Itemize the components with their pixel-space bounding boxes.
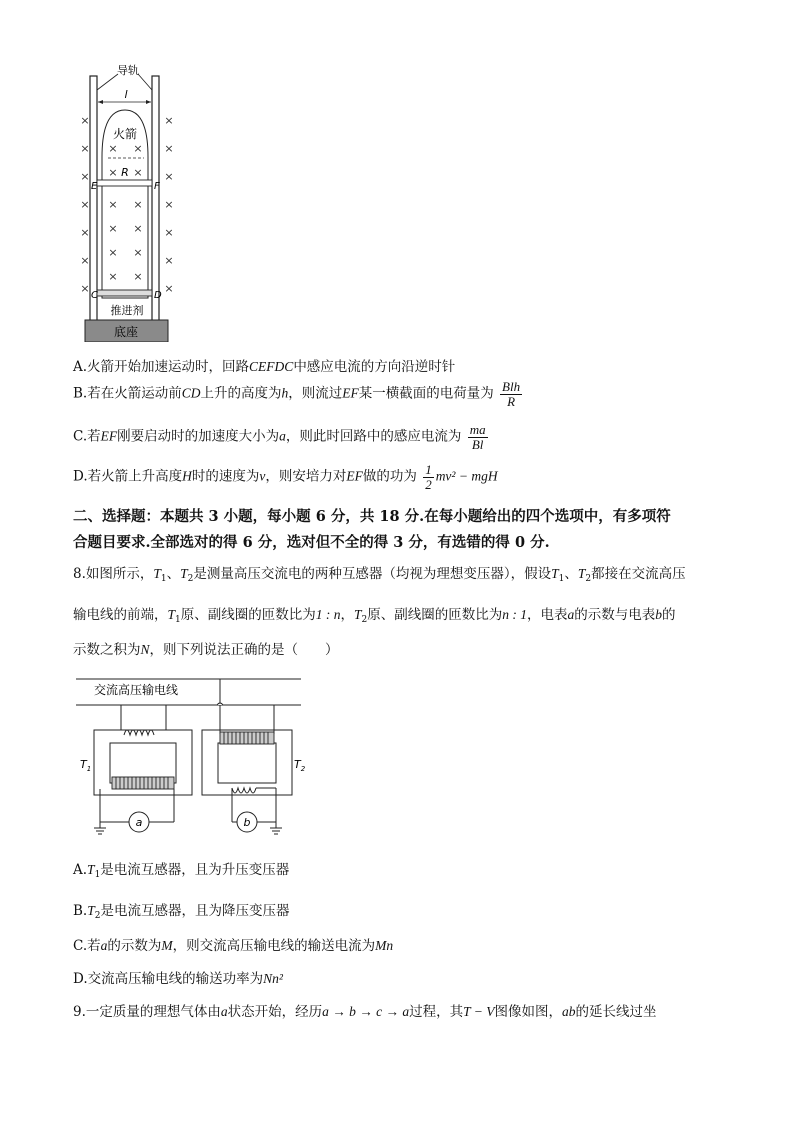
q8-option-c: C.若a的示数为M，则交流高压输电线的输送电流为Mn	[73, 938, 394, 954]
t1-secondary-coil	[112, 777, 174, 789]
svg-text:×: ×	[80, 114, 90, 127]
svg-text:×: ×	[133, 270, 143, 283]
fraction-blh-r: $\frac{\text{Blh}}{R}$	[502, 379, 521, 409]
svg-text:×: ×	[80, 254, 90, 267]
q7-option-a: A.火箭开始加速运动时，回路CEFDC中感应电流的方向沿逆时针	[73, 359, 456, 375]
q8-option-d: D.交流高压输电线的输送功率为Nn²	[73, 971, 283, 987]
svg-text:×: ×	[80, 226, 90, 239]
transformer-figure	[76, 670, 308, 840]
ground-icon	[270, 822, 282, 834]
c-label: C	[91, 290, 98, 301]
svg-text:×: ×	[80, 142, 90, 155]
rocket-label: 火箭	[112, 127, 138, 141]
svg-text:×: ×	[108, 222, 118, 235]
svg-text:×: ×	[108, 166, 118, 179]
section2-line2: 合题目要求.全部选对的得 6 分，选对但不全的得 3 分，有选错的得 0 分.	[73, 534, 550, 551]
d-label: D	[154, 290, 162, 301]
t1-label: $T_1$	[80, 758, 92, 773]
q8-stem-line2: 输电线的前端，$T_1$原、副线圈的匝数比为1 : n，$T_2$原、副线圈的匝数比为n : 1，电表a的示数与电表b的	[73, 607, 676, 625]
svg-text:×: ×	[164, 142, 174, 155]
svg-text:×: ×	[133, 142, 143, 155]
q9-stem-line1: 9.一定质量的理想气体由a状态开始，经历a → b → c → a过程，其T − V图像如图，ab的延长线过坐	[73, 1004, 657, 1020]
svg-text:×: ×	[80, 282, 90, 295]
svg-text:×: ×	[133, 246, 143, 259]
right-rail	[152, 76, 159, 322]
svg-text:×: ×	[164, 198, 174, 211]
meter-a-label: a	[135, 816, 143, 829]
t2-primary-coil	[220, 732, 274, 744]
q7-option-b: B.若在火箭运动前CD上升的高度为h，则流过EF某一横截面的电荷量为 $\frac{\text{Blh}}{R}$	[73, 379, 521, 409]
t2-secondary-coil	[232, 788, 256, 793]
left-rail	[90, 76, 97, 322]
ef-bar	[97, 180, 152, 186]
rail-label: 导轨	[117, 64, 139, 77]
fraction-ma-bl: $\frac{ma}{Bl}$	[469, 422, 486, 452]
q8-stem-line1: 8.如图所示，$T_1$、$T_2$是测量高压交流电的两种互感器（均视为理想变压器），假设$T_1$、$T_2$都接在交流高压	[73, 566, 686, 584]
e-label: E	[91, 181, 98, 192]
svg-text:×: ×	[164, 226, 174, 239]
svg-text:×: ×	[80, 170, 90, 183]
q7-option-d: D.若火箭上升高度H时的速度为v，则安培力对EF做的功为 $\frac{1}{2}$ mv² − mgH	[73, 462, 498, 492]
transformer-title: 交流高压输电线	[94, 683, 179, 697]
q8-option-b: $B.T_2$是电流互感器，且为降压变压器	[73, 903, 290, 921]
q7-option-c: C.若EF刚要启动时的加速度大小为a，则此时回路中的感应电流为 $\frac{ma}{Bl}$	[73, 422, 486, 452]
q8-option-a: $A.T_1$是电流互感器，且为升压变压器	[73, 862, 290, 880]
svg-text:×: ×	[164, 170, 174, 183]
svg-text:×: ×	[108, 198, 118, 211]
fraction-one-half: $\frac{1}{2}$	[425, 462, 432, 492]
svg-text:×: ×	[164, 114, 174, 127]
svg-text:×: ×	[133, 166, 143, 179]
q8-stem-line3: 示数之积为N，则下列说法正确的是（ ）	[73, 642, 339, 658]
l-label: l	[124, 88, 128, 101]
svg-text:×: ×	[108, 142, 118, 155]
cd-bar	[97, 290, 152, 296]
svg-text:×: ×	[133, 198, 143, 211]
meter-b-label: b	[243, 816, 251, 829]
section2-line1: 二、选择题：本题共 3 小题，每小题 6 分，共 18 分.在每小题给出的四个选项中，有多项符	[73, 508, 671, 525]
ground-icon	[94, 822, 106, 834]
svg-text:×: ×	[164, 254, 174, 267]
t2-label: $T_2$	[294, 758, 306, 773]
f-label: F	[154, 181, 160, 192]
base-label: 底座	[113, 325, 139, 339]
t1-primary-coil	[124, 730, 154, 735]
svg-text:×: ×	[164, 282, 174, 295]
r-label: R	[121, 166, 129, 179]
svg-text:×: ×	[133, 222, 143, 235]
svg-text:×: ×	[80, 198, 90, 211]
svg-text:×: ×	[108, 246, 118, 259]
rocket-rail-figure	[80, 62, 175, 342]
propellant-label: 推进剂	[110, 304, 144, 317]
svg-text:×: ×	[108, 270, 118, 283]
